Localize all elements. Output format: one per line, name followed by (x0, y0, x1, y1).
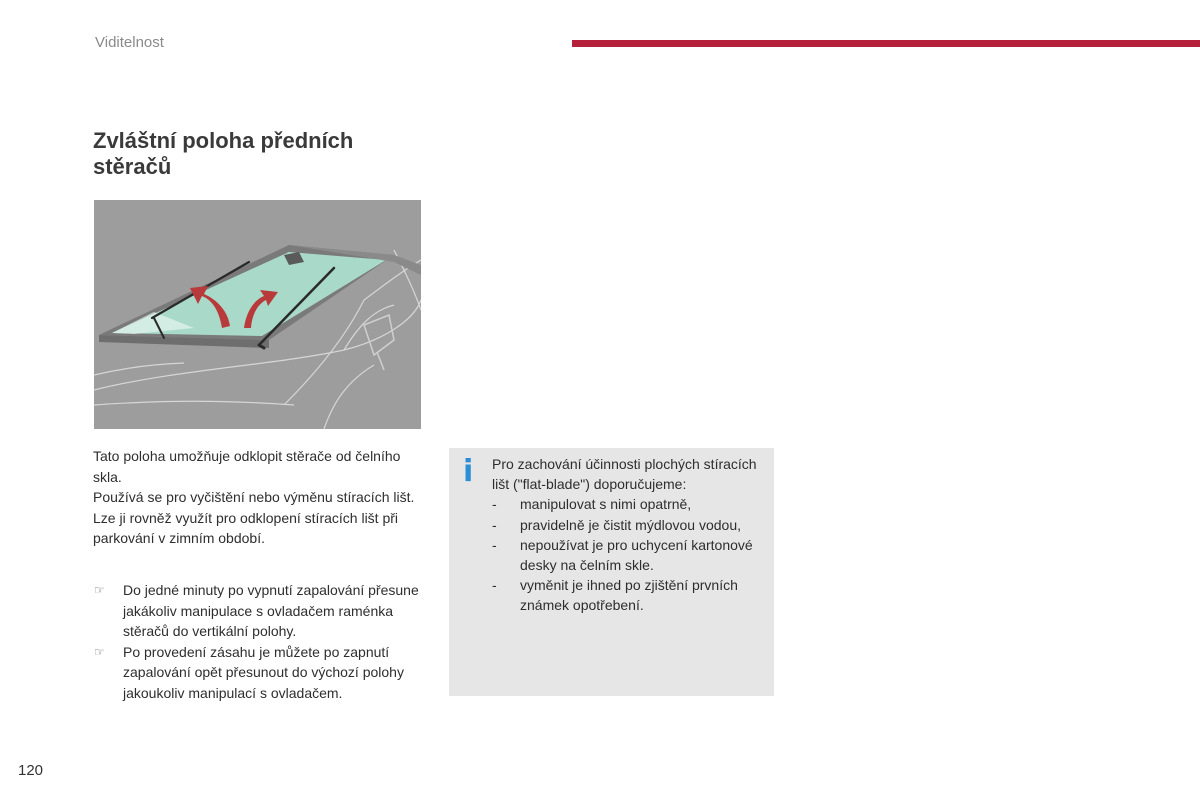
info-list (492, 494, 772, 615)
step-text: Po provedení zásahu je můžete po zapnutí zapalování opět přesunout do výchozí polohy jakoukoliv manipulací s ovladačem. (123, 643, 404, 701)
info-icon: i (463, 454, 474, 489)
info-item (492, 575, 772, 615)
info-item-text: vyměnit je ihned po zjištění prvních známek opotřebení. (520, 577, 738, 614)
info-item (492, 515, 772, 535)
step-item (93, 580, 428, 642)
pointing-hand-icon: ☞ (94, 644, 105, 659)
info-item (492, 494, 772, 514)
dash-marker: - (492, 516, 497, 533)
info-text (492, 454, 772, 616)
info-box (449, 448, 774, 696)
intro-text (93, 446, 423, 549)
page-number: 120 (18, 762, 44, 779)
info-item-text: nepoužívat je pro uchycení kartonové desky na čelním skle. (520, 536, 753, 574)
wiper-illustration (94, 200, 421, 429)
dash-marker: - (492, 536, 497, 553)
pointing-hand-icon: ☞ (94, 583, 105, 597)
steps-list (93, 580, 428, 703)
step-item (93, 642, 428, 704)
page-title: Zvláštní poloha předních stěračů (93, 128, 354, 179)
section-label: Viditelnost (95, 34, 164, 51)
info-intro: Pro zachování účinnosti plochých stíracích lišt ("flat-blade") doporučujeme: (492, 456, 757, 493)
step-text: Do jedné minuty po vypnutí zapalování přesune jakákoliv manipulace s ovladačem raménka stěračů do vertikální polohy. (123, 582, 419, 639)
info-item-text: pravidelně je čistit mýdlovou vodou, (520, 516, 742, 533)
intro-paragraph: Tato poloha umožňuje odklopit stěrače od čelního skla. (93, 448, 401, 485)
intro-paragraph: Používá se pro vyčištění nebo výměnu stíracích lišt. Lze ji rovněž využít pro odklopení stíracích lišt při parkování v zimním období. (93, 489, 415, 546)
dash-marker: - (492, 577, 497, 594)
dash-marker: - (492, 496, 497, 513)
info-item-text: manipulovat s nimi opatrně, (520, 496, 692, 513)
header-accent-bar (572, 40, 1200, 47)
info-item (492, 535, 772, 575)
